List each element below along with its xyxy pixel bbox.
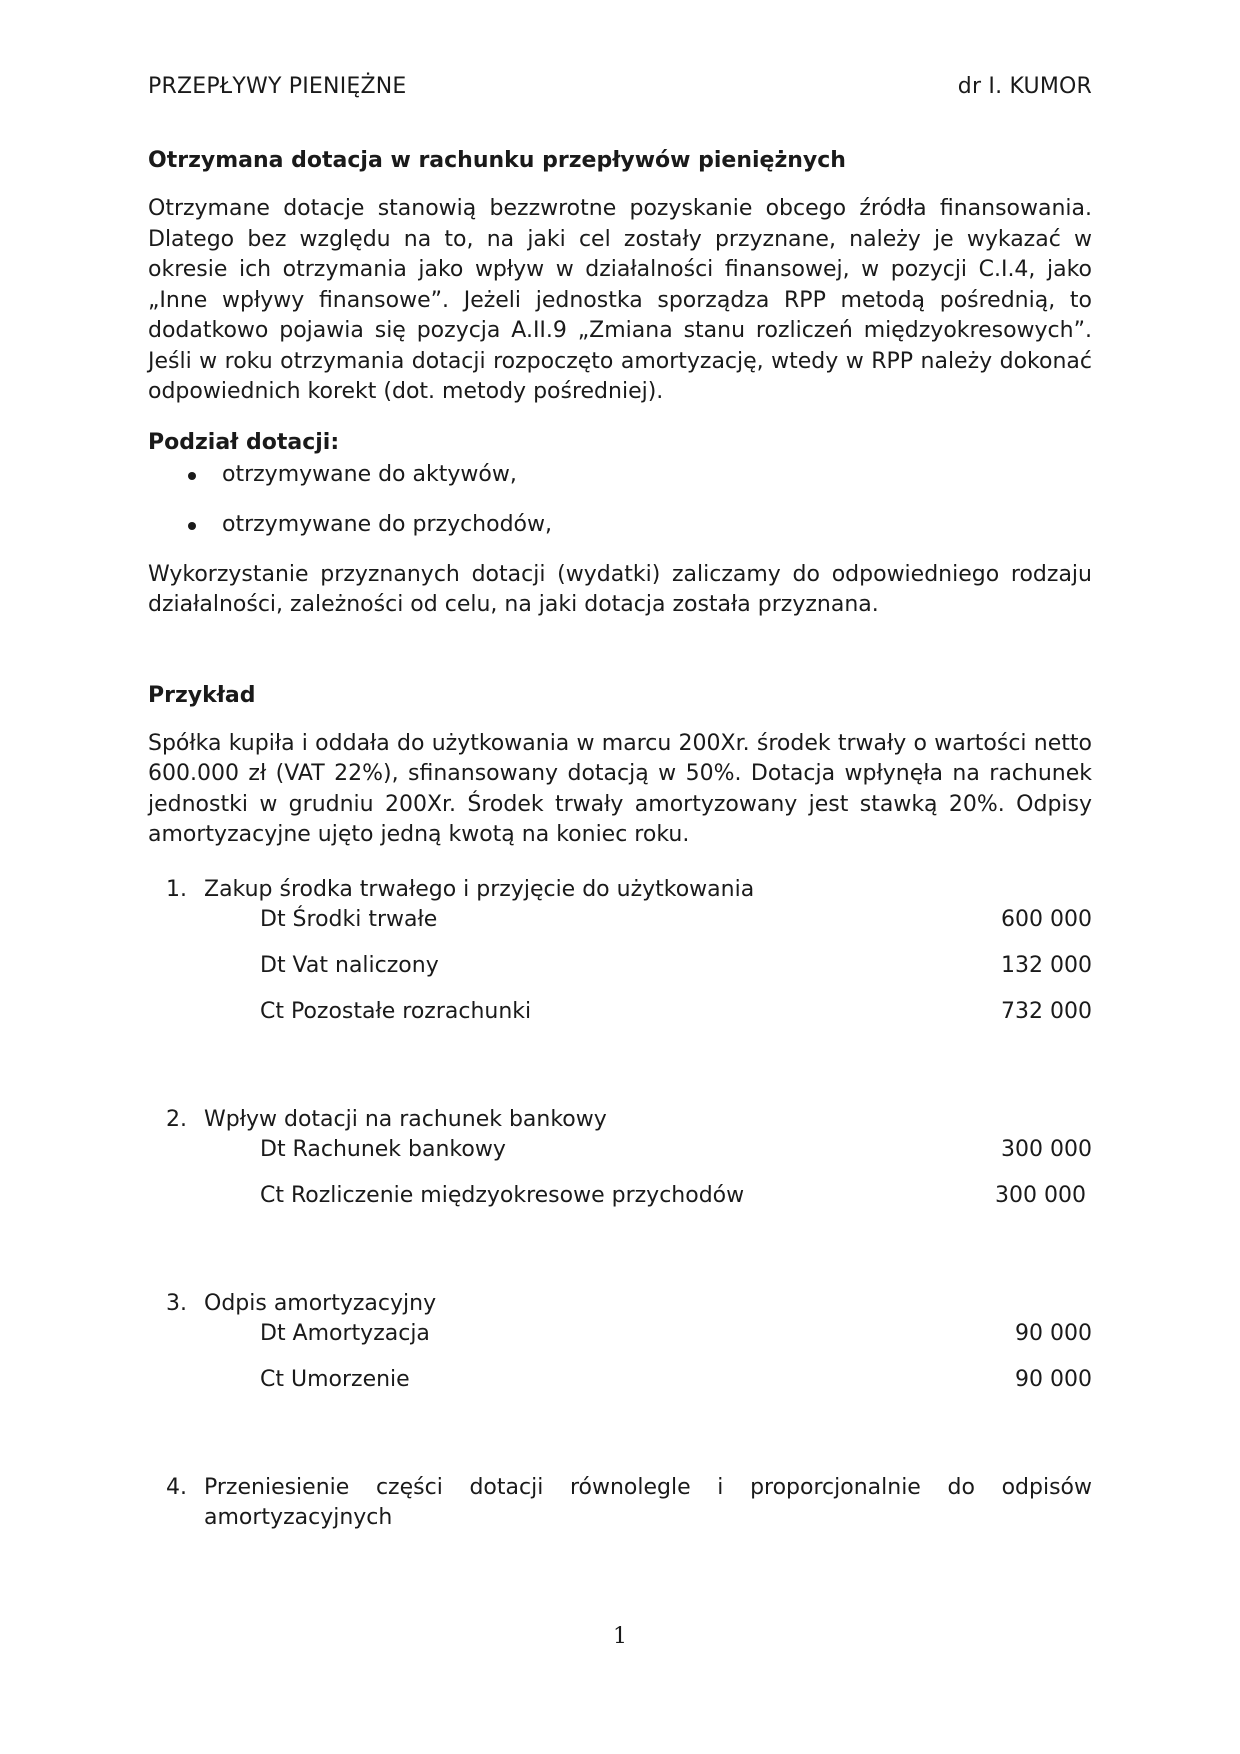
- journal-step-1: [148, 875, 1092, 1027]
- journal-entry: [148, 997, 1092, 1027]
- journal-entry: [148, 1181, 1092, 1211]
- step-title: 4. Przeniesienie części dotacji równolegle i proporcjonalnie do odpisów amortyzacyjnych: [166, 1474, 1092, 1530]
- journal-entry: [148, 951, 1092, 981]
- journal-entry: [148, 905, 1092, 935]
- entry-label: Dt Amortyzacja: [260, 1320, 430, 1346]
- entry-amount: 300 000: [1001, 1136, 1092, 1162]
- journal-entry: [148, 1319, 1092, 1349]
- entry-amount: 132 000: [1001, 952, 1092, 978]
- list-item: otrzymywane do przychodów,: [148, 510, 1092, 540]
- journal-step-4: [148, 1473, 1092, 1533]
- example-heading: Przykład: [148, 682, 256, 708]
- entry-label: Dt Środki trwałe: [260, 906, 438, 932]
- step-number: 3.: [166, 1290, 187, 1316]
- entry-amount: 90 000: [1015, 1320, 1092, 1346]
- journal-step-2: [148, 1105, 1092, 1211]
- entry-label: Dt Rachunek bankowy: [260, 1136, 506, 1162]
- example-paragraph: Spółka kupiła i oddała do użytkowania w marcu 200Xr. środek trwały o wartości netto 600.000 zł (VAT 22%), sfinansowany dotacją w 50%. Dotacja wpłynęła na rachunek jednostki w grudniu 200Xr. Środek trwały amortyzowany jest stawką 20%. Odpisy amortyzacyjne ujęto jedną kwotą na koniec roku.: [148, 730, 1092, 847]
- document-title: Otrzymana dotacja w rachunku przepływów pieniężnych: [148, 148, 846, 173]
- intro-paragraph: Otrzymane dotacje stanowią bezzwrotne pozyskanie obcego źródła finansowania. Dlatego bez względu na to, na jaki cel zostały przyznane, należy je wykazać w okresie ich otrzymania jako wpływ w działalności finansowej, w pozycji C.I.4, jako „Inne wpływy finansowe”. Jeżeli jednostka sporządza RPP metodą pośrednią, to dodatkowo pojawia się pozycja A.II.9 „Zmiana stanu rozliczeń międzyokresowych”. Jeśli w roku otrzymania dotacji rozpoczęto amortyzację, wtedy w RPP należy dokonać odpowiednich korekt (dot. metody pośredniej).: [148, 196, 1092, 404]
- entry-label: Ct Umorzenie: [260, 1366, 410, 1392]
- entry-label: Ct Rozliczenie międzyokresowe przychodów: [260, 1182, 745, 1208]
- list-item: otrzymywane do aktywów,: [148, 460, 1092, 490]
- page-number: 1: [613, 1624, 627, 1649]
- entry-amount: 300 000: [995, 1182, 1086, 1208]
- page-header: [148, 74, 1092, 99]
- step-number: 4.: [166, 1474, 187, 1500]
- journal-entry: [148, 1365, 1092, 1395]
- bullet-icon: [188, 472, 196, 480]
- step-title: 2. Wpływ dotacji na rachunek bankowy: [148, 1105, 1092, 1135]
- page-content: [148, 146, 1092, 1533]
- step-title: 1. Zakup środka trwałego i przyjęcie do użytkowania: [148, 875, 1092, 905]
- step-number: 1.: [166, 876, 187, 902]
- entry-label: Ct Pozostałe rozrachunki: [260, 998, 532, 1024]
- entry-amount: 732 000: [1001, 998, 1092, 1024]
- header-author: dr I. KUMOR: [957, 74, 1092, 99]
- step-number: 2.: [166, 1106, 187, 1132]
- entry-amount: 600 000: [1001, 906, 1092, 932]
- journal-step-3: [148, 1289, 1092, 1395]
- header-title: PRZEPŁYWY PIENIĘŻNE: [148, 74, 407, 99]
- entry-label: Dt Vat naliczony: [260, 952, 439, 978]
- step-title: 3. Odpis amortyzacyjny: [148, 1289, 1092, 1319]
- division-list: [148, 460, 1092, 540]
- usage-paragraph: Wykorzystanie przyznanych dotacji (wydatki) zaliczamy do odpowiedniego rodzaju działalności, zależności od celu, na jaki dotacja została przyznana.: [148, 561, 1092, 617]
- journal-entry: [148, 1135, 1092, 1165]
- bullet-icon: [188, 522, 196, 530]
- entry-amount: 90 000: [1015, 1366, 1092, 1392]
- division-heading: Podział dotacji:: [148, 429, 340, 455]
